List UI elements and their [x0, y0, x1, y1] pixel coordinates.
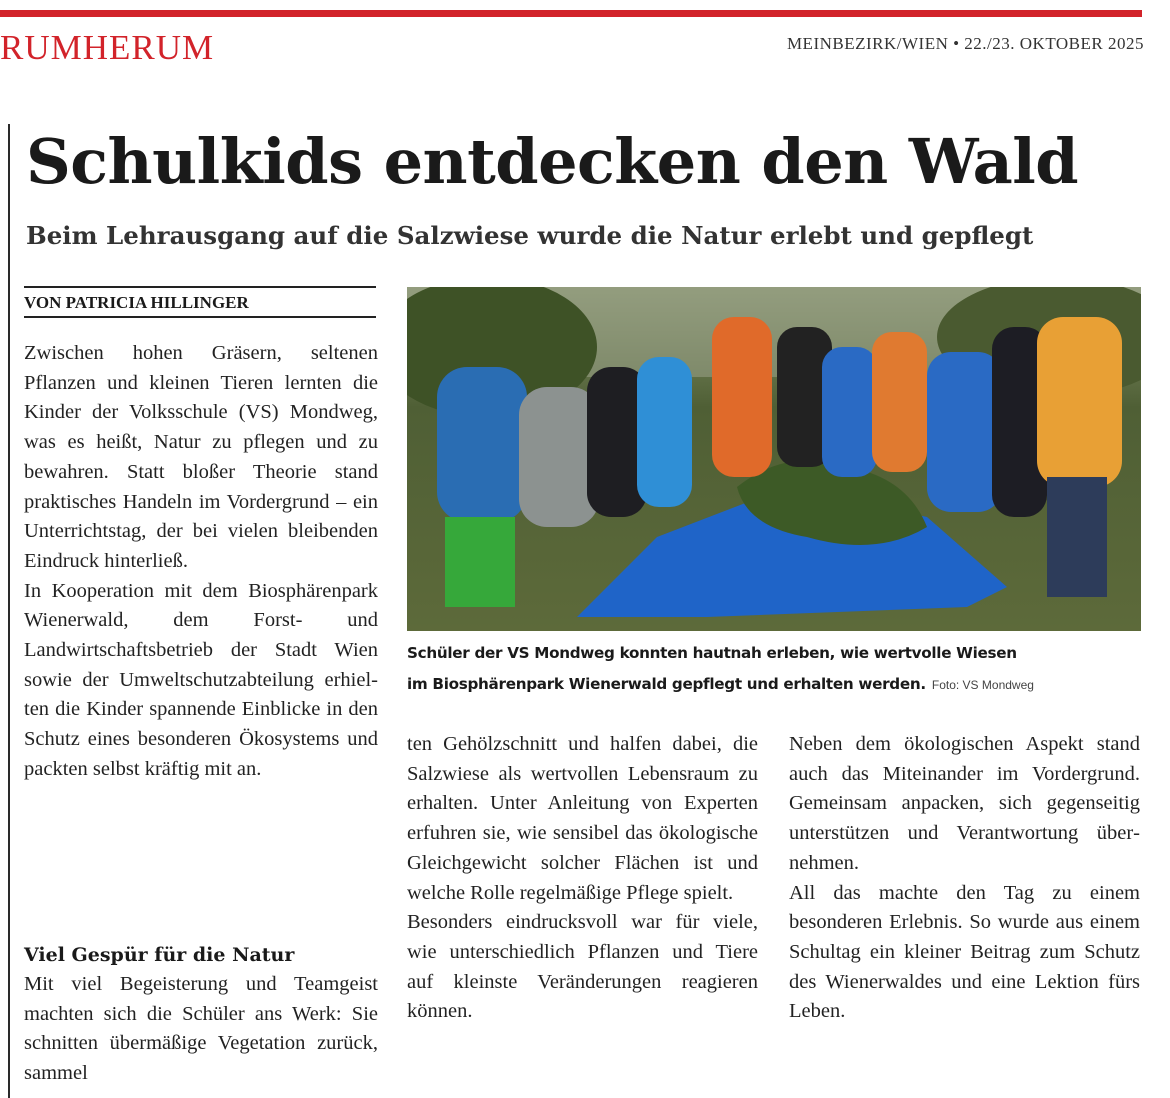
issue-dateline: MEINBEZIRK/WIEN • 22./23. OKTOBER 2025 — [786, 34, 1144, 53]
paragraph: All das machte den Tag zu einem besonderen Erlebnis. So wurde aus einem Schultag ein kleiner Beitrag zum Schutz des Wienerwaldes und eine Lektion fürs Leben. — [789, 881, 1140, 1023]
paragraph: Besonders eindrucksvoll war für viele, wie unterschiedlich Pflanzen und Tiere auf kleinste Veränderungen reagieren können. — [407, 911, 758, 1023]
column-1-continued — [24, 940, 378, 1089]
photo-illustration — [407, 287, 1141, 631]
caption-line-1: Schüler der VS Mondweg konnten hautnah erleben, wie wertvolle Wiesen — [407, 644, 1017, 662]
left-rule — [8, 124, 10, 1098]
caption-line-2 — [407, 669, 1147, 701]
photo-credit: Foto: VS Mondweg — [931, 678, 1034, 692]
paragraph: Mit viel Begeisterung und Teamgeist machten sich die Schüler ans Werk: Sie schnitten übermäßige Vegetation zurück, sammel — [24, 973, 378, 1085]
article-photo — [407, 287, 1141, 631]
column-1 — [24, 339, 378, 785]
byline: VON PATRICIA HILLINGER — [24, 286, 376, 318]
paragraph: Zwischen hohen Gräsern, seltenen Pflanzen und kleinen Tieren lernten die Kinder der Volksschule (VS) Mondweg, was es heißt, Natur zu pflegen und zu bewahren. Statt bloßer Theorie stand praktisches Handeln im Vordergrund – ein Unterrichtstag, der bei vielen bleibenden Eindruck hinterließ. — [24, 342, 378, 572]
top-rule — [0, 10, 1142, 17]
paragraph: Neben dem ökologischen Aspekt stand auch das Miteinander im Vordergrund. Gemeinsam anpacken, sich gegenseitig unterstützen und Verantwortung übernehmen. — [789, 733, 1140, 874]
paragraph: In Kooperation mit dem Biosphärenpark Wienerwald, dem Forst- und Landwirtschaftsbetrieb der Stadt Wien sowie der Umweltschutzabteilung erhielten die Kinder spannende Einblicke in den Schutz eines besonderen Ökosystems und packten selbst kräftig mit an. — [24, 579, 378, 780]
paragraph: ten Gehölzschnitt und halfen dabei, die Salzwiese als wertvollen Lebensraum zu erhalten. Unter Anleitung von Experten erfuhren sie, wie sensibel das ökologische Gleichgewicht solcher Flächen ist und welche Rolle regelmäßige Pflege spielt. — [407, 733, 758, 904]
subhead: Viel Gespür für die Natur — [24, 944, 295, 966]
column-3 — [789, 730, 1140, 1027]
photo-caption — [407, 638, 1147, 701]
headline: Schulkids entdecken den Wald — [26, 125, 1079, 198]
subheadline: Beim Lehrausgang auf die Salzwiese wurde die Natur erlebt und gepflegt — [26, 221, 1034, 250]
column-2 — [407, 730, 758, 1027]
caption-line-2-text: im Biosphärenpark Wienerwald gepflegt und erhalten werden. — [407, 675, 926, 693]
section-title: RUMHERUM — [0, 28, 215, 67]
